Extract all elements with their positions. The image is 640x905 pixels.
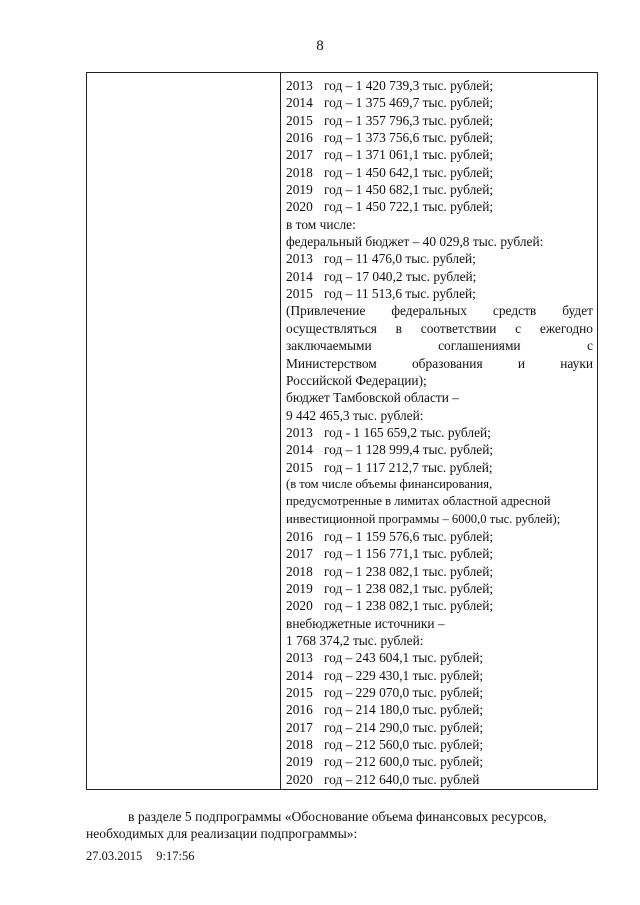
year-label: 2014 — [286, 667, 313, 683]
regional-by-year-list-continued — [286, 528, 593, 615]
year-label: 2018 — [286, 164, 313, 180]
year-label: 2014 — [286, 442, 313, 458]
amount-text: год – 11 476,0 тыс. рублей; — [324, 251, 476, 267]
regional-budget-total: 9 442 465,3 тыс. рублей: — [286, 407, 424, 423]
list-item — [286, 719, 593, 736]
list-item — [286, 77, 593, 94]
year-label: 2013 — [286, 78, 313, 93]
year-label: 2016 — [286, 702, 313, 718]
note-line: осуществляться в соответствии с ежегодно — [286, 320, 593, 336]
list-item — [286, 684, 593, 701]
regional-investment-note — [286, 476, 593, 528]
list-item — [286, 667, 593, 684]
amount-text: год – 1 371 061,1 тыс. рублей; — [324, 147, 494, 163]
year-label: 2015 — [286, 112, 313, 128]
amount-text: год – 229 430,1 тыс. рублей; — [324, 667, 484, 683]
amount-text: год – 243 604,1 тыс. рублей; — [324, 650, 484, 666]
paragraph-line: в разделе 5 подпрограммы «Обоснование объема финансовых ресурсов, — [128, 809, 547, 824]
financing-details — [286, 77, 593, 788]
list-item — [286, 771, 593, 788]
timestamp-date: 27.03.2015 — [86, 849, 143, 863]
year-label: 2013 — [286, 650, 313, 666]
year-label: 2019 — [286, 754, 313, 770]
amount-text: год – 11 513,6 тыс. рублей; — [324, 286, 476, 302]
list-item — [286, 528, 593, 545]
amount-text: год – 214 180,0 тыс. рублей; — [324, 702, 484, 718]
list-item — [286, 459, 593, 476]
amount-text: год – 214 290,0 тыс. рублей; — [324, 719, 484, 735]
list-item — [286, 112, 593, 129]
year-label: 2017 — [286, 719, 313, 735]
year-label: 2020 — [286, 199, 313, 215]
year-label: 2018 — [286, 563, 313, 579]
list-item — [286, 563, 593, 580]
including-label: в том числе: — [286, 216, 356, 232]
section-5-paragraph — [86, 808, 606, 842]
financing-table — [86, 72, 598, 790]
federal-funding-note — [286, 302, 593, 389]
year-label: 2020 — [286, 598, 313, 614]
year-label: 2013 — [286, 251, 313, 267]
print-timestamp — [86, 849, 194, 864]
note-line: (в том числе объемы финансирования, — [286, 476, 493, 491]
list-item — [286, 701, 593, 718]
regional-by-year-list — [286, 424, 593, 476]
list-item — [286, 649, 593, 666]
amount-text: год – 1 238 082,1 тыс. рублей; — [324, 563, 494, 579]
amount-text: год – 1 373 756,6 тыс. рублей; — [324, 130, 494, 146]
list-item — [286, 285, 593, 302]
note-line: предусмотренные в лимитах областной адресной — [286, 494, 551, 509]
paragraph-line: необходимых для реализации подпрограммы»: — [86, 826, 358, 841]
federal-by-year-list — [286, 250, 593, 302]
list-item — [286, 94, 593, 111]
year-label: 2014 — [286, 268, 313, 284]
list-item — [286, 129, 593, 146]
amount-text: год – 1 238 082,1 тыс. рублей; — [324, 598, 494, 614]
list-item — [286, 424, 593, 441]
list-item — [286, 545, 593, 562]
year-label: 2019 — [286, 580, 313, 596]
amount-text: год – 1 450 722,1 тыс. рублей; — [324, 199, 494, 215]
extrabudget-title: внебюджетные источники – — [286, 615, 445, 631]
table-left-cell — [87, 73, 280, 789]
amount-text: год – 212 640,0 тыс. рублей — [324, 771, 480, 787]
list-item — [286, 164, 593, 181]
amount-text: год – 1 156 771,1 тыс. рублей; — [324, 546, 494, 562]
regional-budget-title: бюджет Тамбовской области – — [286, 390, 459, 406]
list-item — [286, 146, 593, 163]
amount-text: год – 229 070,0 тыс. рублей; — [324, 685, 484, 701]
year-label: 2016 — [286, 528, 313, 544]
total-by-year-list — [286, 77, 593, 216]
list-item — [286, 181, 593, 198]
table-column-divider — [280, 73, 281, 789]
federal-budget-title: федеральный бюджет – 40 029,8 тыс. рублей: — [286, 234, 544, 250]
note-line: заключаемыми соглашениями с — [286, 338, 593, 354]
amount-text: год – 1 357 796,3 тыс. рублей; — [324, 112, 494, 128]
amount-text: год – 1 117 212,7 тыс. рублей; — [324, 459, 493, 475]
amount-text: год – 1 450 642,1 тыс. рублей; — [324, 164, 494, 180]
year-label: 2019 — [286, 182, 313, 198]
list-item — [286, 580, 593, 597]
amount-text: год – 1 420 739,3 тыс. рублей; — [324, 78, 494, 93]
list-item — [286, 198, 593, 215]
year-label: 2018 — [286, 737, 313, 753]
note-line: Российской Федерации); — [286, 372, 427, 388]
list-item — [286, 268, 593, 285]
year-label: 2015 — [286, 459, 313, 475]
year-label: 2017 — [286, 147, 313, 163]
amount-text: год – 212 600,0 тыс. рублей; — [324, 754, 484, 770]
list-item — [286, 597, 593, 614]
timestamp-time: 9:17:56 — [156, 849, 195, 863]
amount-text: год – 17 040,2 тыс. рублей; — [324, 268, 477, 284]
amount-text: год – 1 238 082,1 тыс. рублей; — [324, 580, 494, 596]
note-line: Министерством образования и науки — [286, 355, 593, 371]
amount-text: год – 1 128 999,4 тыс. рублей; — [324, 442, 494, 458]
list-item — [286, 753, 593, 770]
note-line: (Привлечение федеральных средств будет — [286, 303, 593, 319]
year-label: 2015 — [286, 286, 313, 302]
year-label: 2016 — [286, 130, 313, 146]
year-label: 2014 — [286, 95, 313, 111]
year-label: 2013 — [286, 424, 313, 440]
page-number: 8 — [316, 38, 324, 54]
extrabudget-total: 1 768 374,2 тыс. рублей: — [286, 633, 424, 648]
list-item — [286, 250, 593, 267]
extrabudget-by-year-list — [286, 649, 593, 788]
note-line: инвестиционной программы – 6000,0 тыс. рублей); — [286, 511, 561, 526]
amount-text: год – 1 450 682,1 тыс. рублей; — [324, 182, 494, 198]
amount-text: год - 1 165 659,2 тыс. рублей; — [324, 424, 491, 440]
year-label: 2020 — [286, 771, 313, 787]
year-label: 2017 — [286, 546, 313, 562]
year-label: 2015 — [286, 685, 313, 701]
amount-text: год – 1 375 469,7 тыс. рублей; — [324, 95, 494, 111]
list-item — [286, 441, 593, 458]
list-item — [286, 736, 593, 753]
amount-text: год – 1 159 576,6 тыс. рублей; — [324, 528, 494, 544]
amount-text: год – 212 560,0 тыс. рублей; — [324, 737, 484, 753]
